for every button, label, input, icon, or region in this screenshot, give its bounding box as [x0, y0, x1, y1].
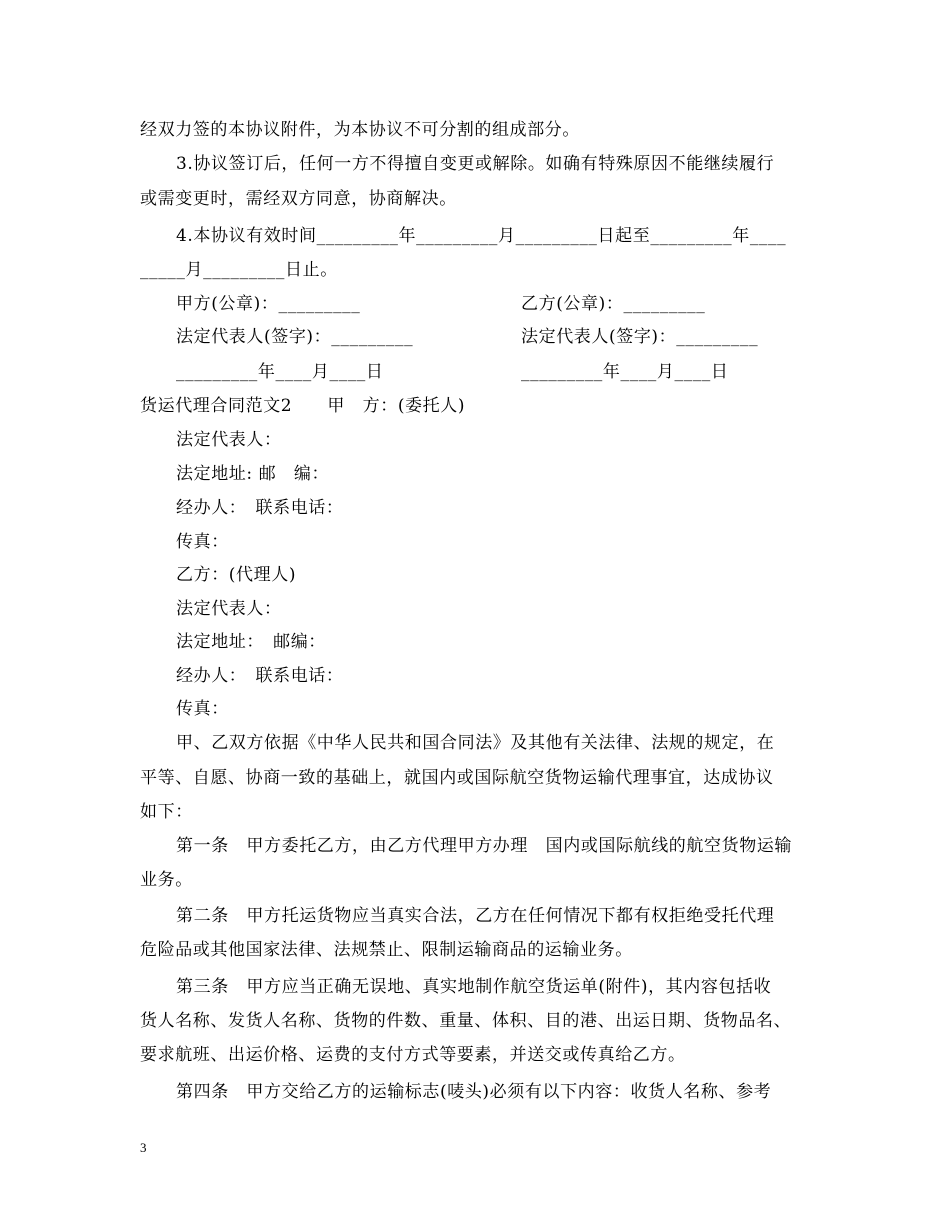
text-line: _____月_________日止。: [140, 260, 338, 280]
text-line: 第三条 甲方应当正确无误地、真实地制作航空货运单(附件)，其内容包括收: [176, 977, 772, 997]
party-a-date-line: _________年____月____日: [176, 362, 384, 382]
party-b-seal-line: 乙方(公章)：_________: [521, 294, 706, 314]
text-line: 传真：: [176, 532, 229, 552]
page-number: 3: [140, 1140, 147, 1155]
text-line: 经办人： 联系电话：: [176, 498, 344, 518]
contract-heading-line: 货运代理合同范文2 甲 方：(委托人): [140, 396, 466, 416]
text-line: 法定地址: 邮 编：: [176, 464, 330, 484]
party-b-date-line: _________年____月____日: [521, 362, 729, 382]
party-b-representative-line: 法定代表人(签字)：_________: [521, 327, 759, 347]
text-line: 如下：: [140, 802, 193, 822]
text-line: 法定地址： 邮编：: [176, 632, 326, 652]
text-line: 经双力签的本协议附件，为本协议不可分割的组成部分。: [140, 120, 580, 140]
text-line: 业务。: [140, 870, 193, 890]
text-line: 法定代表人：: [176, 599, 282, 619]
text-line: 甲、乙双方依据《中华人民共和国合同法》及其他有关法律、法规的规定，在: [176, 733, 775, 753]
text-line: 危险品或其他国家法律、法规禁止、限制运输商品的运输业务。: [140, 940, 633, 960]
text-line: 经办人： 联系电话：: [176, 666, 344, 686]
text-line: 或需变更时，需经双方同意，协商解决。: [140, 189, 457, 209]
text-line: 传真：: [176, 699, 229, 719]
text-line: 第四条 甲方交给乙方的运输标志(唛头)必须有以下内容：收货人名称、参考: [176, 1082, 772, 1102]
text-line: 第一条 甲方委托乙方，由乙方代理甲方办理 国内或国际航线的航空货物运输: [176, 836, 792, 856]
text-line: 第二条 甲方托运货物应当真实合法，乙方在任何情况下都有权拒绝受托代理: [176, 906, 775, 926]
text-line: 3.协议签订后，任何一方不得擅自变更或解除。如确有特殊原因不能继续履行: [176, 154, 775, 174]
text-line: 货人名称、发货人名称、货物的件数、重量、体积、目的港、出运日期、货物品名、: [140, 1011, 792, 1031]
text-line: 4.本协议有效时间_________年_________月_________日起至_________年____: [176, 226, 787, 246]
party-a-representative-line: 法定代表人(签字)：_________: [176, 327, 414, 347]
text-line: 乙方：(代理人): [176, 565, 297, 585]
party-a-seal-line: 甲方(公章)：_________: [176, 294, 361, 314]
text-line: 平等、自愿、协商一致的基础上，就国内或国际航空货物运输代理事宜，达成协议: [140, 768, 774, 788]
text-line: 要求航班、出运价格、运费的支付方式等要素，并送交或传真给乙方。: [140, 1045, 686, 1065]
text-line: 法定代表人：: [176, 430, 282, 450]
